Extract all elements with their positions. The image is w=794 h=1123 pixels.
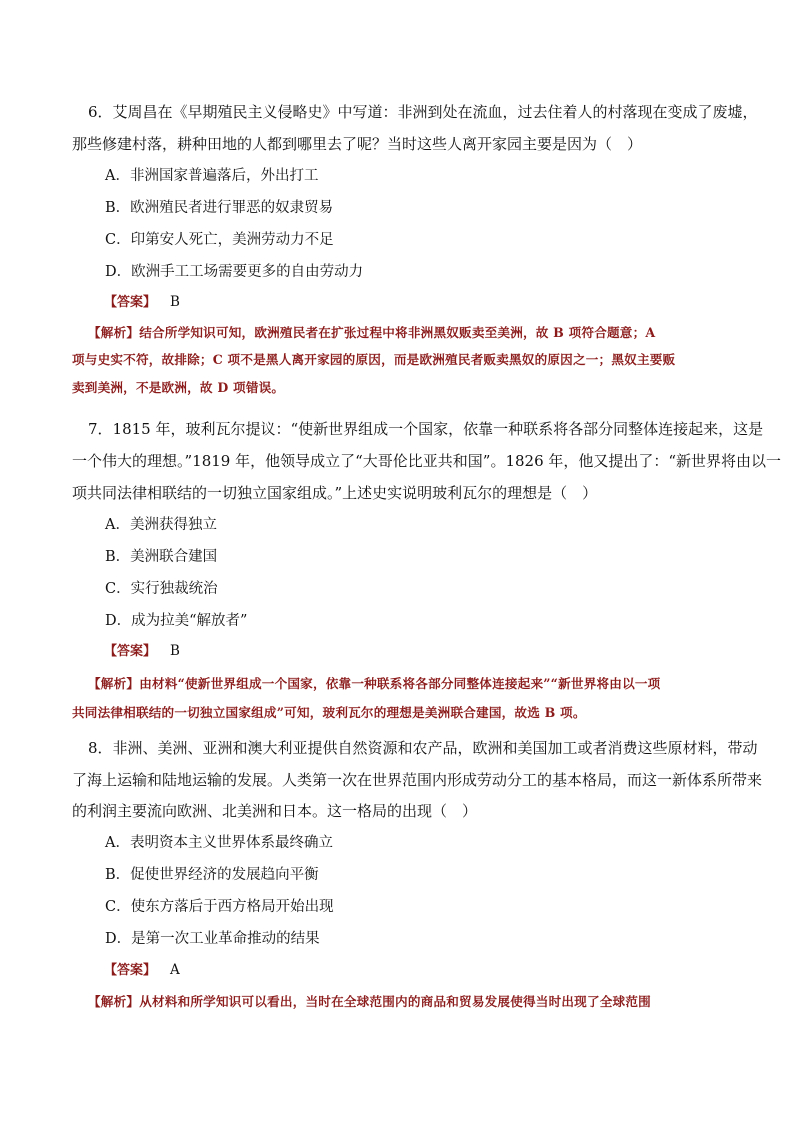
question-7-option-b: B．美洲联合建国 xyxy=(105,549,218,565)
question-6-explanation-line-1 xyxy=(88,323,748,343)
question-6-explanation-line-3: 卖到美洲，不是欧洲，故 D 项错误。 xyxy=(72,380,285,395)
question-6-option-c: C．印第安人死亡，美洲劳动力不足 xyxy=(105,232,334,248)
answer-value: B xyxy=(170,643,180,659)
answer-value: B xyxy=(170,294,180,310)
question-8-stem-line-3: 的利润主要流向欧洲、北美洲和日本。这一格局的出现（ ） xyxy=(72,802,478,820)
question-7-option-c: C．实行独裁统治 xyxy=(105,581,218,597)
explanation-label: 【解析】 xyxy=(88,325,140,340)
question-8-explanation-line-1 xyxy=(88,992,748,1012)
question-6-stem-line-1: 6．艾周昌在《早期殖民主义侵略史》中写道：非洲到处在流血，过去住着人的村落现在变成了废墟， xyxy=(88,103,758,121)
question-6-answer xyxy=(104,292,764,313)
answer-label: 【答案】 xyxy=(104,644,157,659)
question-7-stem-line-1: 7．1815 年，玻利瓦尔提议：“使新世界组成一个国家，依靠一种联系将各部分同整体连接起来，这是 xyxy=(88,420,764,438)
question-6-option-d: D．欧洲手工工场需要更多的自由劳动力 xyxy=(105,264,364,280)
question-8-option-a: A．表明资本主义世界体系最终确立 xyxy=(105,835,333,851)
question-7-stem-line-2: 一个伟大的理想。”1819 年，他领导成立了“大哥伦比亚共和国”。1826 年，他又提出了：“新世界将由以一 xyxy=(72,452,782,470)
explanation-text: 由材料“使新世界组成一个国家，依靠一种联系将各部分同整体连接起来”“新世界将由以一项 xyxy=(139,676,661,691)
question-7-answer xyxy=(104,641,764,662)
question-8-stem-line-2: 了海上运输和陆地运输的发展。人类第一次在世界范围内形成劳动分工的基本格局，而这一新体系所带来 xyxy=(72,771,763,789)
question-8-option-b: B．促使世界经济的发展趋向平衡 xyxy=(105,867,319,883)
question-7-stem-line-3: 项共同法律相联结的一切独立国家组成。”上述史实说明玻利瓦尔的理想是（ ） xyxy=(72,484,598,502)
question-7-explanation-line-1 xyxy=(88,674,748,694)
question-7-option-d: D．成为拉美“解放者” xyxy=(105,613,248,629)
explanation-label: 【解析】 xyxy=(88,994,140,1009)
answer-label: 【答案】 xyxy=(104,963,157,978)
question-6-stem-line-2: 那些修建村落，耕种田地的人都到哪里去了呢？当时这些人离开家园主要是因为（ ） xyxy=(72,135,643,153)
question-8-option-c: C．使东方落后于西方格局开始出现 xyxy=(105,899,334,915)
question-8-stem-line-1: 8．非洲、美洲、亚洲和澳大利亚提供自然资源和农产品，欧洲和美国加工或者消费这些原材料，带动 xyxy=(88,739,758,757)
answer-value: A xyxy=(170,962,180,978)
question-8-option-d: D．是第一次工业革命推动的结果 xyxy=(105,931,320,947)
question-6-option-a: A．非洲国家普遍落后，外出打工 xyxy=(105,168,319,184)
explanation-label: 【解析】 xyxy=(88,676,140,691)
question-8-answer xyxy=(104,960,764,981)
explanation-text: 从材料和所学知识可以看出，当时在全球范围内的商品和贸易发展使得当时出现了全球范围 xyxy=(139,994,651,1009)
question-6-explanation-line-2: 项与史实不符，故排除；C 项不是黑人离开家园的原因，而是欧洲殖民者贩卖黑奴的原因之一；黑奴主要贩 xyxy=(72,352,676,367)
answer-label: 【答案】 xyxy=(104,295,157,310)
question-6-option-b: B．欧洲殖民者进行罪恶的奴隶贸易 xyxy=(105,200,334,216)
question-7-explanation-line-2: 共同法律相联结的一切独立国家组成”可知，玻利瓦尔的理想是美洲联合建国，故选 B 项。 xyxy=(72,705,586,720)
question-7-option-a: A．美洲获得独立 xyxy=(105,517,217,533)
explanation-text: 结合所学知识可知，欧洲殖民者在扩张过程中将非洲黑奴贩卖至美洲，故 B 项符合题意；A xyxy=(139,325,656,340)
